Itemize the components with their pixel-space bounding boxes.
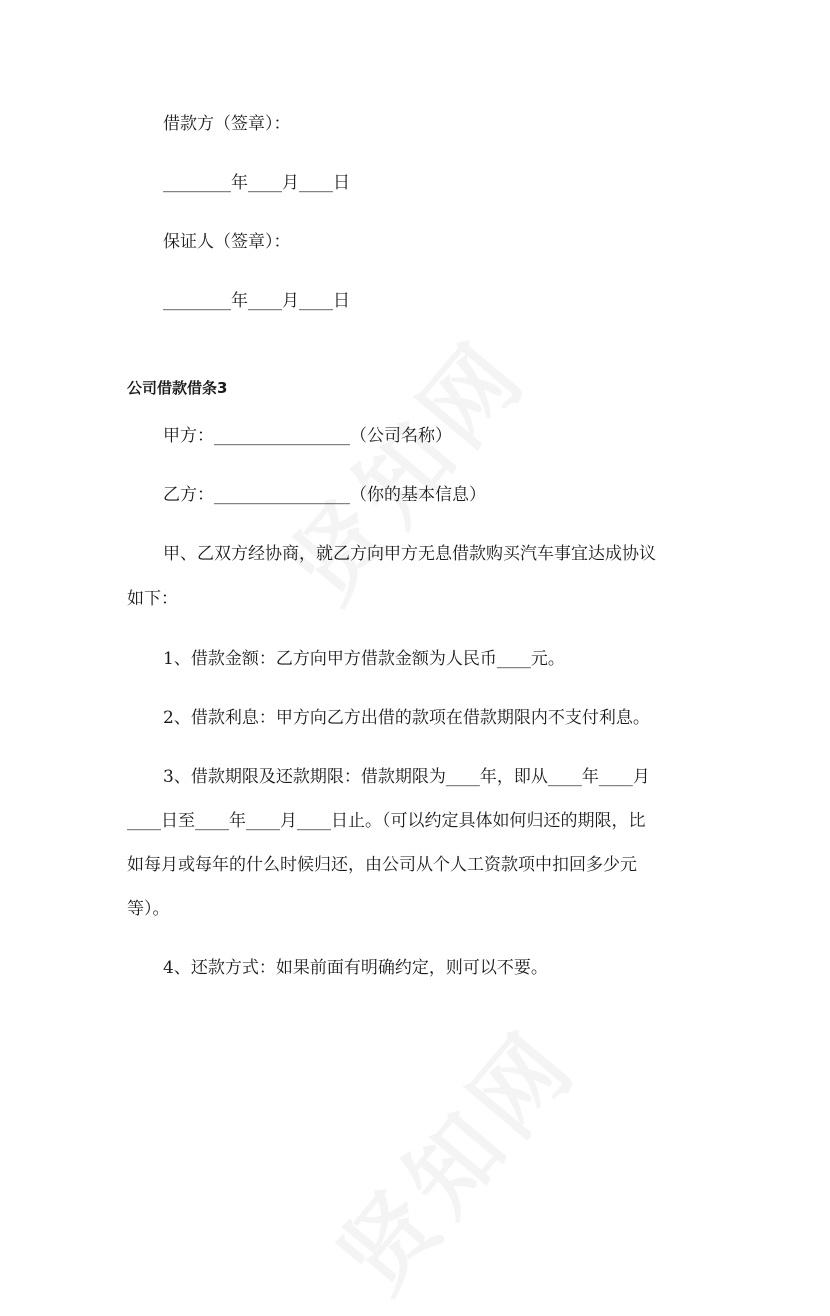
clause-1: 1、借款金额：乙方向甲方借款金额为人民币____元。 [163,649,565,669]
party-b-line: 乙方：________________（你的基本信息） [163,485,486,505]
clause-3-line-3: 如每月或每年的什么时候归还，由公司从个人工资款项中扣回多少元 [127,855,637,875]
intro-paragraph-line-2: 如下： [127,589,178,609]
borrower-date-line: ________年____月____日 [163,173,350,193]
clause-4: 4、还款方式：如果前面有明确约定，则可以不要。 [163,958,548,978]
borrower-signature-label: 借款方（签章）： [163,114,291,134]
party-a-line: 甲方：________________（公司名称） [163,426,452,446]
clause-3-line-1: 3、借款期限及还款期限：借款期限为____年，即从____年____月 [163,767,650,787]
guarantor-signature-label: 保证人（签章）： [163,232,291,252]
watermark [254,306,552,625]
intro-paragraph-line-1: 甲、乙双方经协商，就乙方向甲方无息借款购买汽车事宜达成协议 [163,544,656,564]
clause-2: 2、借款利息：甲方向乙方出借的款项在借款期限内不支付利息。 [163,708,650,728]
guarantor-date-line: ________年____月____日 [163,291,350,311]
clause-3-line-2: ____日至____年____月____日止。（可以约定具体如何归还的期限，比 [127,811,646,831]
section-title: 公司借款借条3 [127,379,228,397]
clause-3-line-4: 等）。 [127,899,170,919]
watermark-bottom [304,996,602,1315]
